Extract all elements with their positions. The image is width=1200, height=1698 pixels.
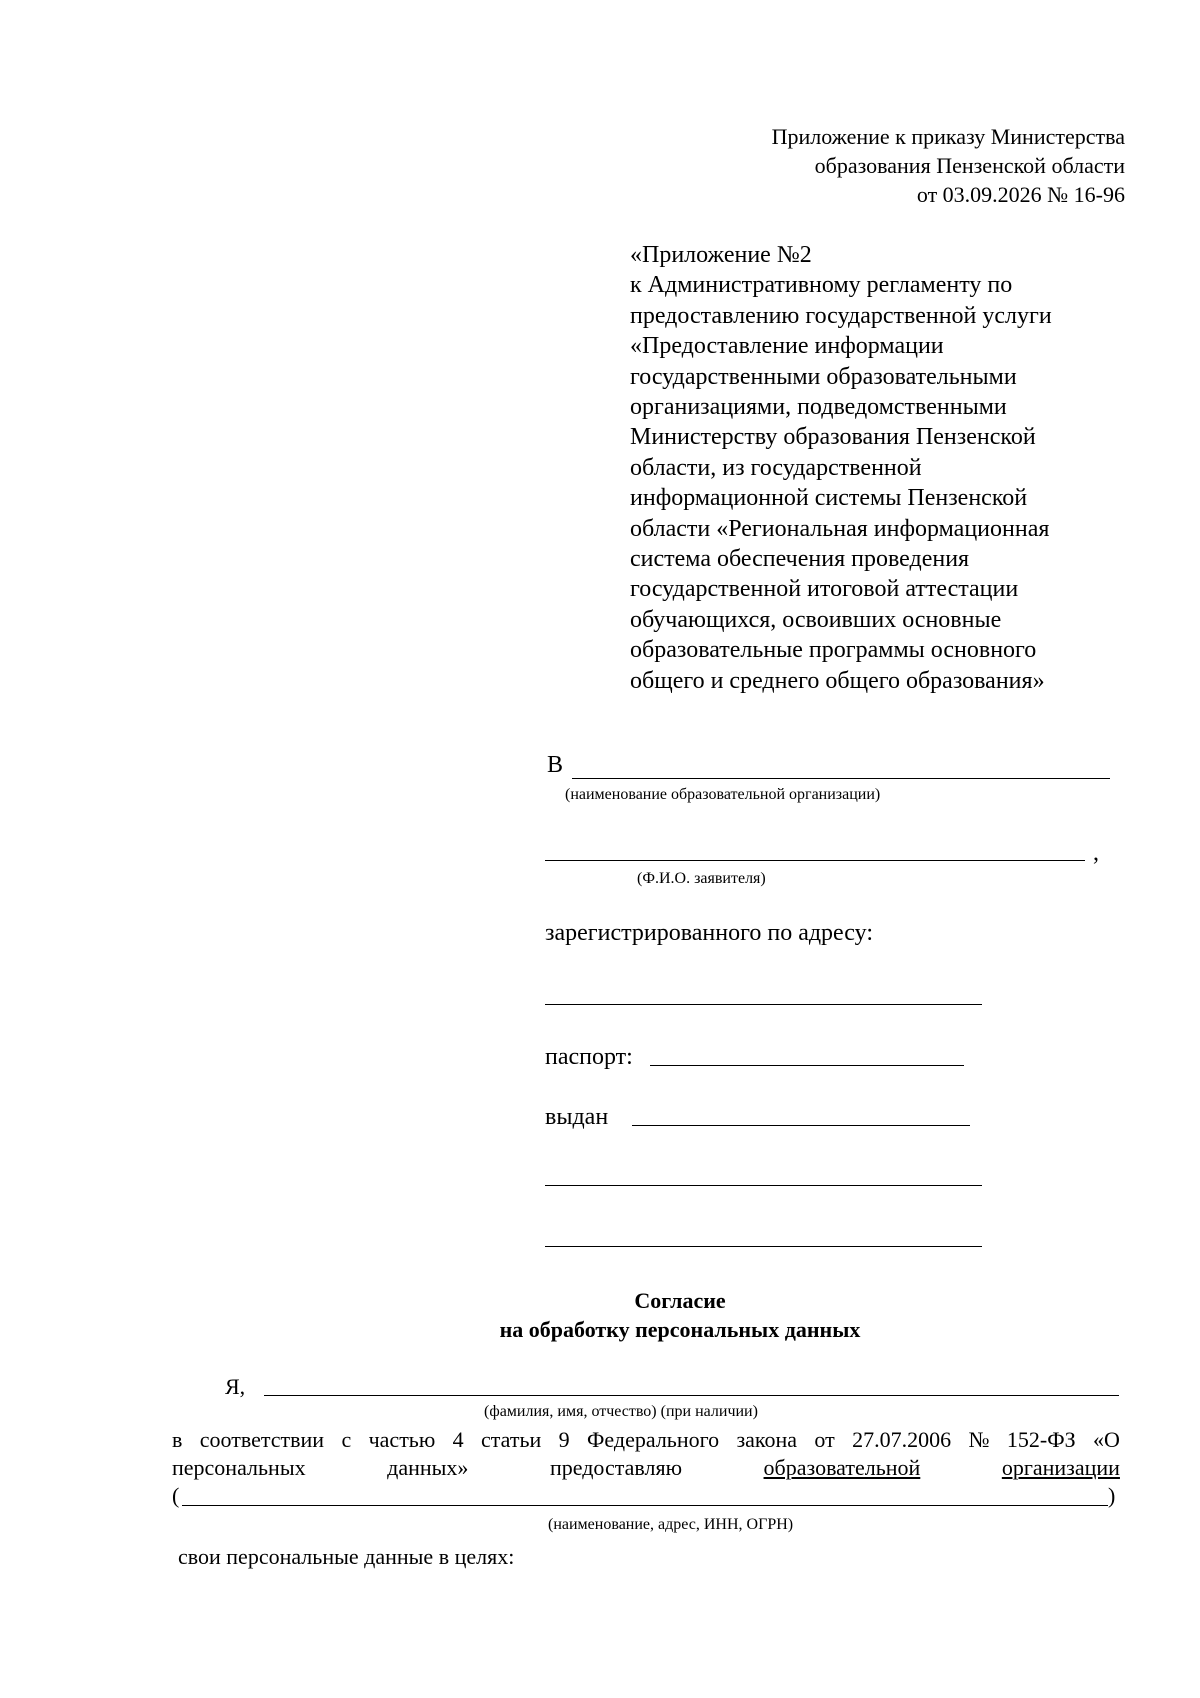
appendix-line: система обеспечения проведения bbox=[630, 546, 970, 573]
full-name-field[interactable] bbox=[264, 1395, 1119, 1396]
word: персональных bbox=[172, 1455, 306, 1480]
underlined-word: организации bbox=[1001, 1455, 1120, 1480]
issued-field[interactable] bbox=[632, 1125, 970, 1126]
appendix-line: области «Региональная информационная bbox=[630, 515, 1050, 542]
passport-field[interactable] bbox=[650, 1065, 964, 1066]
consent-text-line bbox=[172, 1455, 1120, 1481]
appendix-line: государственными образовательными bbox=[630, 363, 1017, 390]
word: 4 bbox=[452, 1427, 464, 1452]
appendix-line: информационной системы Пензенской bbox=[630, 485, 1028, 512]
open-paren: ( bbox=[172, 1483, 180, 1508]
to-prefix: В bbox=[547, 752, 564, 778]
word: частью bbox=[368, 1427, 436, 1452]
issued-field-extra[interactable] bbox=[545, 1185, 982, 1186]
word: 27.07.2006 bbox=[852, 1427, 952, 1452]
appendix-line: «Приложение №2 bbox=[630, 242, 812, 268]
fio-caption: (Ф.И.О. заявителя) bbox=[637, 870, 766, 887]
word: от bbox=[814, 1427, 835, 1452]
header-line: от 03.09.2026 № 16-96 bbox=[916, 182, 1125, 207]
consent-title-line: Согласие bbox=[634, 1288, 726, 1313]
passport-label: паспорт: bbox=[545, 1044, 633, 1070]
name-caption: (фамилия, имя, отчество) (при наличии) bbox=[484, 1403, 758, 1420]
appendix-line: «Предоставление информации bbox=[630, 333, 944, 360]
appendix-line: предоставлению государственной услуги bbox=[630, 302, 1052, 329]
word: статьи bbox=[481, 1427, 542, 1452]
appendix-line: организациями, подведомственными bbox=[630, 394, 1007, 421]
i-prefix: Я, bbox=[225, 1374, 246, 1399]
word: «О bbox=[1092, 1427, 1120, 1452]
appendix-line: общего и среднего общего образования» bbox=[630, 667, 1045, 694]
comma: , bbox=[1093, 840, 1099, 866]
word: с bbox=[341, 1427, 352, 1452]
issued-field-extra[interactable] bbox=[545, 1246, 982, 1247]
word: данных» bbox=[387, 1455, 469, 1480]
header-line: Приложение к приказу Министерства bbox=[771, 124, 1125, 149]
header-line: образования Пензенской области bbox=[814, 153, 1125, 178]
consent-title-line: на обработку персональных данных bbox=[499, 1317, 861, 1342]
appendix-line: обучающихся, освоивших основные bbox=[630, 606, 1002, 633]
appendix-line: государственной итоговой аттестации bbox=[630, 576, 1019, 603]
org-name-field[interactable] bbox=[572, 778, 1110, 779]
appendix-line: к Административному регламенту по bbox=[630, 272, 1013, 299]
appendix-line: Министерству образования Пензенской bbox=[630, 424, 1036, 451]
purpose-text: свои персональные данные в целях: bbox=[178, 1544, 515, 1569]
word: в bbox=[172, 1427, 183, 1452]
close-paren: ) bbox=[1108, 1483, 1116, 1508]
word: 152-ФЗ bbox=[1006, 1427, 1076, 1452]
org-details-field[interactable] bbox=[182, 1505, 1108, 1506]
order-header bbox=[772, 122, 1125, 209]
org-details-caption: (наименование, адрес, ИНН, ОГРН) bbox=[548, 1516, 794, 1533]
word: № bbox=[968, 1427, 990, 1452]
issued-label: выдан bbox=[545, 1104, 609, 1130]
address-field[interactable] bbox=[545, 1004, 982, 1005]
word: 9 bbox=[558, 1427, 570, 1452]
word: Федерального bbox=[587, 1427, 720, 1452]
consent-text-line bbox=[172, 1427, 1120, 1453]
word: закона bbox=[736, 1427, 798, 1452]
appendix-line: области, из государственной bbox=[630, 454, 922, 481]
appendix-block bbox=[630, 240, 1052, 696]
consent-title bbox=[0, 1286, 1200, 1344]
registered-label: зарегистрированного по адресу: bbox=[545, 920, 873, 946]
appendix-line: образовательные программы основного bbox=[630, 637, 1037, 664]
applicant-name-field[interactable] bbox=[545, 860, 1085, 861]
word: предоставляю bbox=[549, 1455, 683, 1480]
org-caption: (наименование образовательной организации) bbox=[565, 786, 881, 803]
underlined-word: образовательной bbox=[763, 1455, 921, 1480]
word: соответствии bbox=[199, 1427, 325, 1452]
